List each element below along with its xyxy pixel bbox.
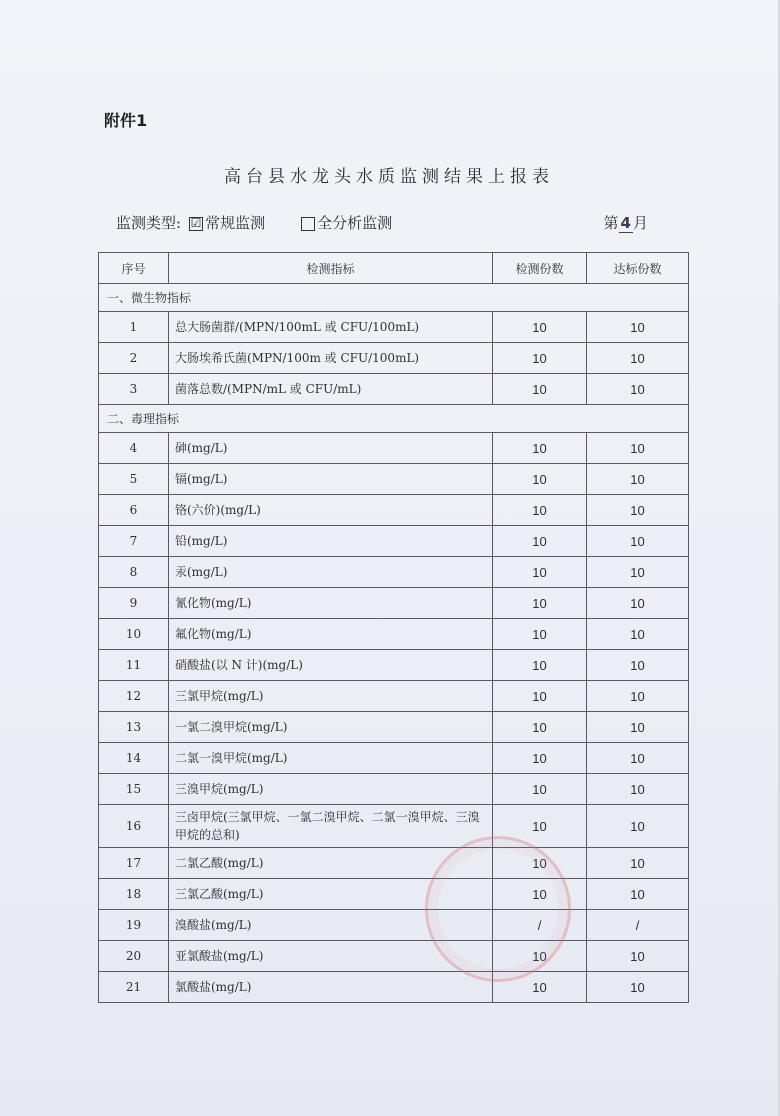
table-row bbox=[99, 374, 689, 405]
table-row bbox=[99, 343, 689, 374]
row-indicator: 菌落总数/(MPN/mL 或 CFU/mL) bbox=[169, 374, 493, 405]
row-passed-count: / bbox=[587, 910, 689, 941]
row-seq: 7 bbox=[99, 526, 169, 557]
monitoring-type-label: 监测类型: bbox=[116, 214, 182, 232]
row-indicator: 硝酸盐(以 N 计)(mg/L) bbox=[169, 650, 493, 681]
table-row bbox=[99, 848, 689, 879]
row-indicator: 溴酸盐(mg/L) bbox=[169, 910, 493, 941]
row-indicator: 镉(mg/L) bbox=[169, 464, 493, 495]
section-row bbox=[99, 405, 689, 433]
row-indicator: 总大肠菌群/(MPN/100mL 或 CFU/100mL) bbox=[169, 312, 493, 343]
table-row bbox=[99, 312, 689, 343]
header-indicator: 检测指标 bbox=[169, 253, 493, 284]
row-indicator: 砷(mg/L) bbox=[169, 433, 493, 464]
row-tested-count: 10 bbox=[493, 433, 587, 464]
row-passed-count: 10 bbox=[587, 464, 689, 495]
row-passed-count: 10 bbox=[587, 374, 689, 405]
row-tested-count: 10 bbox=[493, 941, 587, 972]
row-indicator: 二氯乙酸(mg/L) bbox=[169, 848, 493, 879]
row-passed-count: 10 bbox=[587, 588, 689, 619]
row-indicator: 氯酸盐(mg/L) bbox=[169, 972, 493, 1003]
row-seq: 13 bbox=[99, 712, 169, 743]
table-row bbox=[99, 588, 689, 619]
routine-option-label: 常规监测 bbox=[205, 214, 266, 232]
row-indicator: 铬(六价)(mg/L) bbox=[169, 495, 493, 526]
row-seq: 15 bbox=[99, 774, 169, 805]
row-seq: 14 bbox=[99, 743, 169, 774]
row-indicator: 氟化物(mg/L) bbox=[169, 619, 493, 650]
report-month bbox=[604, 212, 648, 233]
row-passed-count: 10 bbox=[587, 650, 689, 681]
row-seq: 16 bbox=[99, 805, 169, 848]
row-passed-count: 10 bbox=[587, 433, 689, 464]
row-passed-count: 10 bbox=[587, 343, 689, 374]
row-indicator: 大肠埃希氏菌(MPN/100m 或 CFU/100mL) bbox=[169, 343, 493, 374]
row-tested-count: 10 bbox=[493, 495, 587, 526]
row-tested-count: 10 bbox=[493, 619, 587, 650]
row-seq: 18 bbox=[99, 879, 169, 910]
row-passed-count: 10 bbox=[587, 312, 689, 343]
table-row bbox=[99, 681, 689, 712]
row-passed-count: 10 bbox=[587, 712, 689, 743]
row-seq: 2 bbox=[99, 343, 169, 374]
table-row bbox=[99, 712, 689, 743]
table-row bbox=[99, 941, 689, 972]
routine-checkbox: ☑ bbox=[190, 215, 202, 230]
full-analysis-option-label: 全分析监测 bbox=[317, 214, 393, 232]
table-row bbox=[99, 495, 689, 526]
row-indicator: 三溴甲烷(mg/L) bbox=[169, 774, 493, 805]
row-passed-count: 10 bbox=[587, 526, 689, 557]
row-indicator: 亚氯酸盐(mg/L) bbox=[169, 941, 493, 972]
row-tested-count: 10 bbox=[493, 343, 587, 374]
row-tested-count: 10 bbox=[493, 879, 587, 910]
row-seq: 12 bbox=[99, 681, 169, 712]
table-row bbox=[99, 774, 689, 805]
row-seq: 5 bbox=[99, 464, 169, 495]
row-seq: 3 bbox=[99, 374, 169, 405]
row-tested-count: 10 bbox=[493, 774, 587, 805]
row-seq: 10 bbox=[99, 619, 169, 650]
table-row bbox=[99, 972, 689, 1003]
row-seq: 1 bbox=[99, 312, 169, 343]
table-row bbox=[99, 464, 689, 495]
row-indicator: 一氯二溴甲烷(mg/L) bbox=[169, 712, 493, 743]
attachment-label: 附件1 bbox=[104, 111, 148, 130]
table-header-row bbox=[99, 253, 689, 284]
row-tested-count: 10 bbox=[493, 805, 587, 848]
row-passed-count: 10 bbox=[587, 941, 689, 972]
row-tested-count: 10 bbox=[493, 588, 587, 619]
monitoring-meta bbox=[116, 212, 648, 233]
row-seq: 17 bbox=[99, 848, 169, 879]
row-indicator: 铅(mg/L) bbox=[169, 526, 493, 557]
table-row bbox=[99, 557, 689, 588]
row-passed-count: 10 bbox=[587, 879, 689, 910]
row-passed-count: 10 bbox=[587, 681, 689, 712]
row-passed-count: 10 bbox=[587, 848, 689, 879]
row-passed-count: 10 bbox=[587, 774, 689, 805]
row-seq: 9 bbox=[99, 588, 169, 619]
row-tested-count: / bbox=[493, 910, 587, 941]
section-row bbox=[99, 284, 689, 312]
row-indicator: 汞(mg/L) bbox=[169, 557, 493, 588]
table-row bbox=[99, 619, 689, 650]
row-tested-count: 10 bbox=[493, 312, 587, 343]
row-indicator: 三氯乙酸(mg/L) bbox=[169, 879, 493, 910]
row-indicator: 三氯甲烷(mg/L) bbox=[169, 681, 493, 712]
row-seq: 20 bbox=[99, 941, 169, 972]
row-tested-count: 10 bbox=[493, 526, 587, 557]
table-row bbox=[99, 650, 689, 681]
row-seq: 21 bbox=[99, 972, 169, 1003]
row-passed-count: 10 bbox=[587, 972, 689, 1003]
table-row bbox=[99, 743, 689, 774]
full-analysis-checkbox bbox=[301, 217, 315, 231]
row-tested-count: 10 bbox=[493, 848, 587, 879]
row-tested-count: 10 bbox=[493, 681, 587, 712]
row-seq: 6 bbox=[99, 495, 169, 526]
row-tested-count: 10 bbox=[493, 464, 587, 495]
row-tested-count: 10 bbox=[493, 650, 587, 681]
row-tested-count: 10 bbox=[493, 743, 587, 774]
row-passed-count: 10 bbox=[587, 495, 689, 526]
row-indicator: 二氯一溴甲烷(mg/L) bbox=[169, 743, 493, 774]
row-tested-count: 10 bbox=[493, 374, 587, 405]
header-tested: 检测份数 bbox=[493, 253, 587, 284]
row-tested-count: 10 bbox=[493, 557, 587, 588]
row-tested-count: 10 bbox=[493, 972, 587, 1003]
table-row bbox=[99, 526, 689, 557]
month-suffix: 月 bbox=[632, 214, 648, 232]
official-seal bbox=[425, 836, 571, 982]
row-seq: 8 bbox=[99, 557, 169, 588]
row-passed-count: 10 bbox=[587, 743, 689, 774]
month-value: 4 bbox=[620, 214, 631, 232]
row-passed-count: 10 bbox=[587, 805, 689, 848]
header-seq: 序号 bbox=[99, 253, 169, 284]
table-row bbox=[99, 879, 689, 910]
row-tested-count: 10 bbox=[493, 712, 587, 743]
row-seq: 11 bbox=[99, 650, 169, 681]
month-prefix: 第 bbox=[603, 214, 619, 232]
table-row bbox=[99, 433, 689, 464]
results-table bbox=[98, 252, 689, 1003]
row-indicator: 三卤甲烷(三氯甲烷、一氯二溴甲烷、二氯一溴甲烷、三溴甲烷的总和) bbox=[169, 805, 493, 848]
page-title: 高台县水龙头水质监测结果上报表 bbox=[224, 167, 554, 187]
row-seq: 4 bbox=[99, 433, 169, 464]
table-row bbox=[99, 910, 689, 941]
section-title: 二、毒理指标 bbox=[99, 405, 689, 433]
row-passed-count: 10 bbox=[587, 619, 689, 650]
row-indicator: 氰化物(mg/L) bbox=[169, 588, 493, 619]
header-passed: 达标份数 bbox=[587, 253, 689, 284]
table-row bbox=[99, 805, 689, 848]
row-passed-count: 10 bbox=[587, 557, 689, 588]
section-title: 一、微生物指标 bbox=[99, 284, 689, 312]
row-seq: 19 bbox=[99, 910, 169, 941]
